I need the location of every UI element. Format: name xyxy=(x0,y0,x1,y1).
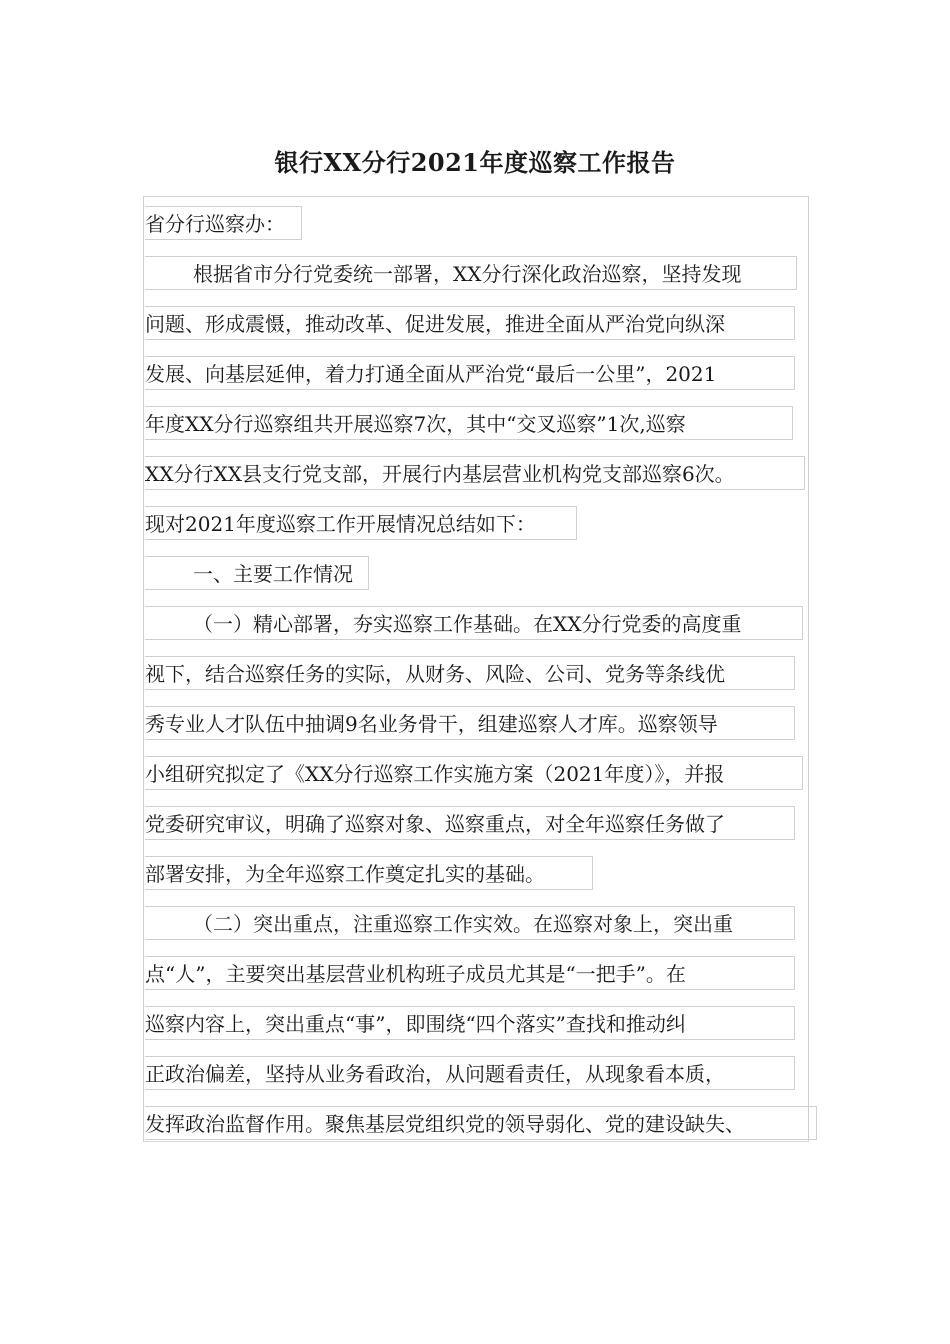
body-line: 视下，结合巡察任务的实际，从财务、风险、公司、党务等条线优 xyxy=(145,656,795,690)
body-line: 现对2021年度巡察工作开展情况总结如下： xyxy=(145,506,577,540)
body-line: 党委研究审议，明确了巡察对象、巡察重点，对全年巡察任务做了 xyxy=(145,806,795,840)
document-title: 银行XX分行2021年度巡察工作报告 xyxy=(274,148,676,177)
body-line: XX分行XX县支行党支部，开展行内基层营业机构党支部巡察6次。 xyxy=(145,456,805,490)
body-line: 正政治偏差，坚持从业务看政治，从问题看责任，从现象看本质， xyxy=(145,1056,795,1090)
body-line: 部署安排，为全年巡察工作奠定扎实的基础。 xyxy=(145,856,593,890)
salutation-line: 省分行巡察办： xyxy=(145,206,302,240)
body-line: 小组研究拟定了《XX分行巡察工作实施方案（2021年度）》，并报 xyxy=(145,756,803,790)
body-line: 年度XX分行巡察组共开展巡察7次，其中“交叉巡察”1次,巡察 xyxy=(145,406,793,440)
body-line: 发挥政治监督作用。聚焦基层党组织党的领导弱化、党的建设缺失、 xyxy=(145,1106,817,1140)
body-line: 发展、向基层延伸，着力打通全面从严治党“最后一公里”，2021 xyxy=(145,356,795,390)
body-line: （一）精心部署，夯实巡察工作基础。在XX分行党委的高度重 xyxy=(145,606,803,640)
body-line: （二）突出重点，注重巡察工作实效。在巡察对象上，突出重 xyxy=(145,906,795,940)
body-line: 秀专业人才队伍中抽调9名业务骨干，组建巡察人才库。巡察领导 xyxy=(145,706,795,740)
body-line: 根据省市分行党委统一部署，XX分行深化政治巡察，坚持发现 xyxy=(145,256,797,290)
section-heading: 一、主要工作情况 xyxy=(145,556,369,590)
body-line: 点“人”，主要突出基层营业机构班子成员尤其是“一把手”。在 xyxy=(145,956,795,990)
body-line: 巡察内容上，突出重点“事”，即围绕“四个落实”查找和推动纠 xyxy=(145,1006,795,1040)
body-line: 问题、形成震慑，推动改革、促进发展，推进全面从严治党向纵深 xyxy=(145,306,795,340)
